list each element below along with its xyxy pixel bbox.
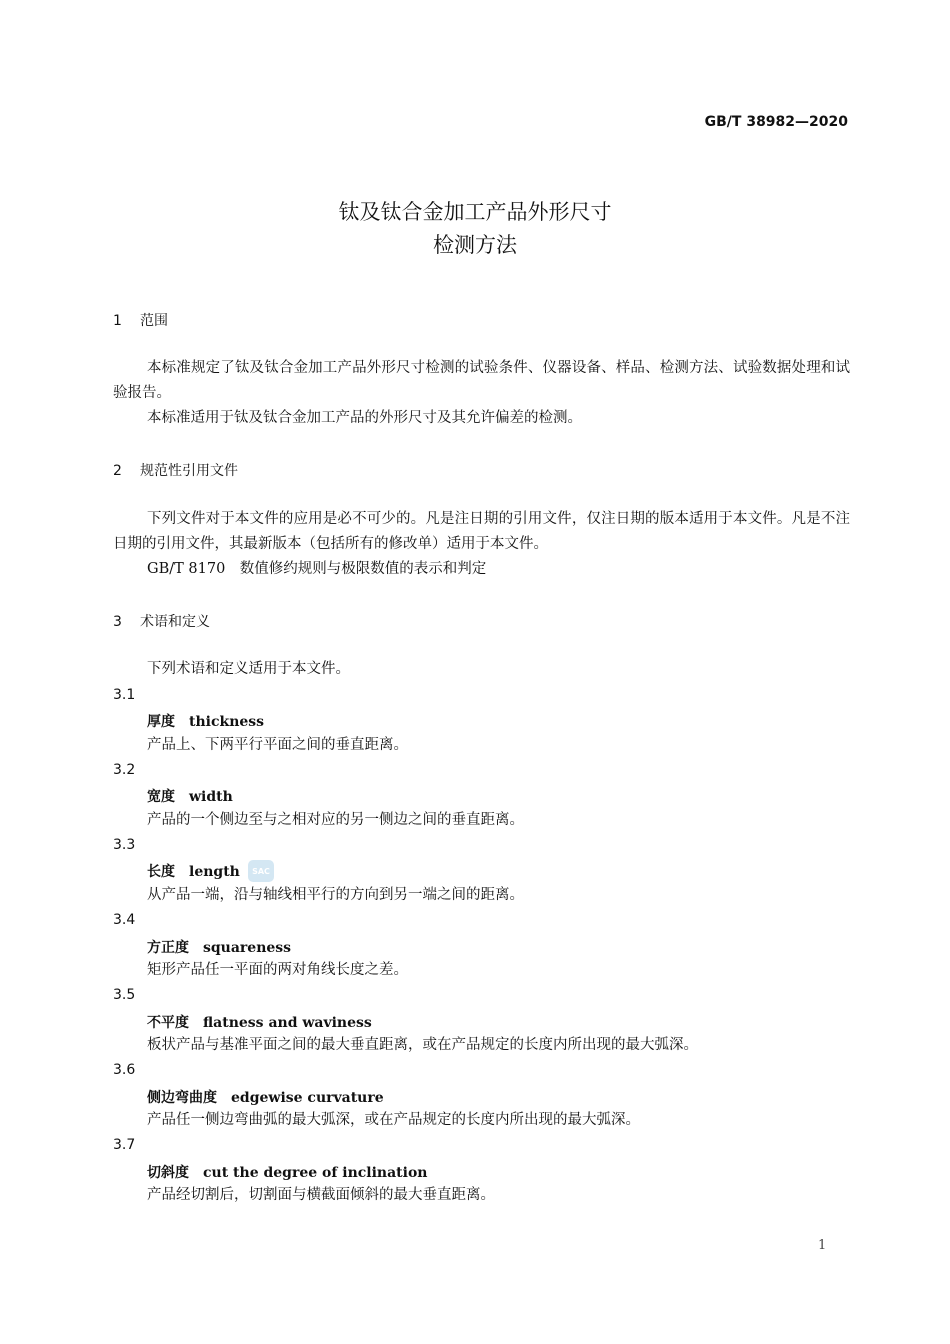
term-heading xyxy=(147,1162,427,1182)
section-number: 3 xyxy=(113,614,122,630)
section-title: 术语和定义 xyxy=(140,614,210,630)
term-heading xyxy=(147,786,233,806)
section-3-intro: 下列术语和定义适用于本文件。 xyxy=(147,661,350,677)
sac-watermark-logo: SAC xyxy=(248,860,274,882)
section-title: 范围 xyxy=(140,313,168,329)
term-zh: 不平度 xyxy=(147,1015,189,1031)
term-en: width xyxy=(189,789,233,805)
term-definition: 产品任一侧边弯曲弧的最大弧深，或在产品规定的长度内所出现的最大弧深。 xyxy=(147,1112,640,1128)
clause-number: 3.3 xyxy=(113,837,136,853)
term-heading xyxy=(147,861,240,881)
section-1-paragraph-1: 本标准规定了钛及钛合金加工产品外形尺寸检测的试验条件、仪器设备、样品、检测方法、试验数据处理和试验报告。 xyxy=(113,360,850,401)
term-definition: 从产品一端，沿与轴线相平行的方向到另一端之间的距离。 xyxy=(147,887,524,903)
section-2-paragraph-1: 下列文件对于本文件的应用是必不可少的。凡是注日期的引用文件，仅注日期的版本适用于本文件。凡是不注日期的引用文件，其最新版本（包括所有的修改单）适用于本文件。 xyxy=(113,511,850,552)
term-en: length xyxy=(189,864,240,880)
clause-number: 3.1 xyxy=(113,687,136,703)
term-definition: 产品经切割后，切割面与横截面倾斜的最大垂直距离。 xyxy=(147,1187,495,1203)
section-3-heading xyxy=(113,611,210,631)
standard-number: GB/T 38982—2020 xyxy=(704,114,848,130)
section-number: 1 xyxy=(113,313,122,329)
term-heading xyxy=(147,1087,384,1107)
term-definition: 矩形产品任一平面的两对角线长度之差。 xyxy=(147,962,408,978)
clause-number: 3.6 xyxy=(113,1062,136,1078)
term-zh: 方正度 xyxy=(147,940,189,956)
page-number: 1 xyxy=(818,1238,827,1253)
term-zh: 长度 xyxy=(147,864,175,880)
section-number: 2 xyxy=(113,463,122,479)
term-heading xyxy=(147,711,264,731)
term-zh: 厚度 xyxy=(147,714,175,730)
term-en: flatness and waviness xyxy=(203,1015,372,1031)
term-definition: 产品的一个侧边至与之相对应的另一侧边之间的垂直距离。 xyxy=(147,812,524,828)
section-title: 规范性引用文件 xyxy=(140,463,238,479)
section-1-paragraph-2: 本标准适用于钛及钛合金加工产品的外形尺寸及其允许偏差的检测。 xyxy=(147,410,582,426)
term-zh: 切斜度 xyxy=(147,1165,189,1181)
normative-reference: GB/T 8170 数值修约规则与极限数值的表示和判定 xyxy=(147,561,487,577)
term-zh: 侧边弯曲度 xyxy=(147,1090,217,1106)
clause-number: 3.7 xyxy=(113,1137,136,1153)
term-en: squareness xyxy=(203,940,292,956)
document-title-line1: 钛及钛合金加工产品外形尺寸 xyxy=(338,200,612,224)
term-en: thickness xyxy=(189,714,265,730)
term-definition: 板状产品与基准平面之间的最大垂直距离，或在产品规定的长度内所出现的最大弧深。 xyxy=(147,1037,698,1053)
clause-number: 3.4 xyxy=(113,912,136,928)
clause-number: 3.5 xyxy=(113,987,136,1003)
term-heading xyxy=(147,1012,372,1032)
term-heading xyxy=(147,937,291,957)
term-zh: 宽度 xyxy=(147,789,175,805)
term-en: cut the degree of inclination xyxy=(203,1165,428,1181)
section-1-heading xyxy=(113,310,168,330)
section-2-heading xyxy=(113,460,238,480)
term-definition: 产品上、下两平行平面之间的垂直距离。 xyxy=(147,737,408,753)
document-title-line2: 检测方法 xyxy=(433,233,517,257)
term-en: edgewise curvature xyxy=(231,1090,384,1106)
clause-number: 3.2 xyxy=(113,762,136,778)
